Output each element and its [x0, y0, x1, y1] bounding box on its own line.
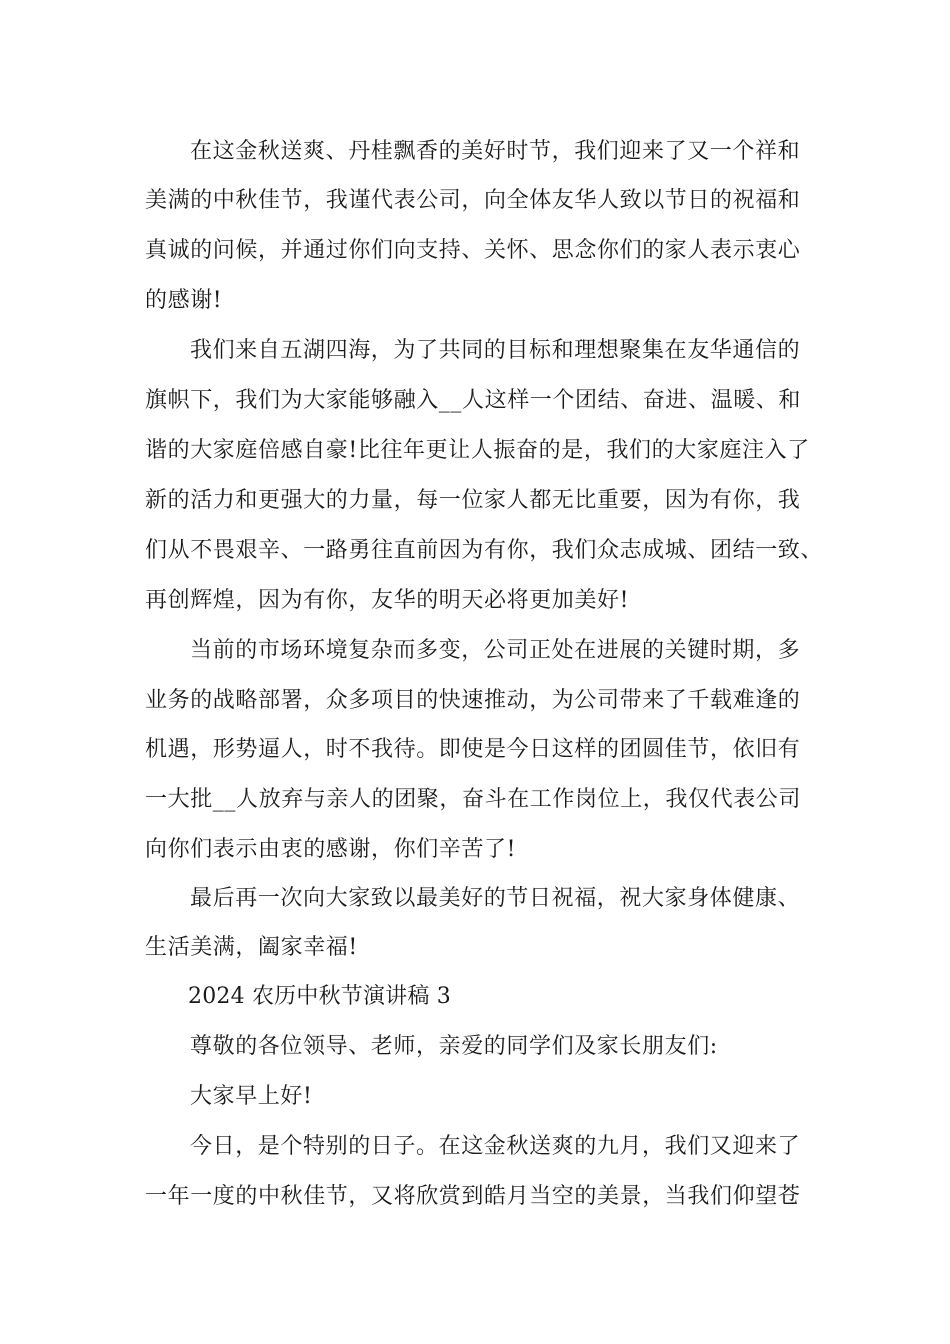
paragraph-2-line-6: 再创辉煌，因为有你，友华的明天必将更加美好! — [145, 588, 630, 613]
paragraph-1-line-3: 真诚的问候，并通过你们向支持、关怀、思念你们的家人表示衷心 — [145, 238, 801, 263]
paragraph-2-line-5: 们从不畏艰辛、一路勇往直前因为有你，我们众志成城、团结一致、 — [145, 538, 824, 563]
paragraph-4-line-2: 生活美满，阖家幸福! — [145, 935, 358, 960]
paragraph-1-line-2: 美满的中秋佳节，我谨代表公司，向全体友华人致以节日的祝福和 — [145, 188, 801, 213]
paragraph-3-line-4: 一大批__人放弃与亲人的团聚，奋斗在工作岗位上，我仅代表公司 — [145, 787, 802, 812]
good-morning-line: 大家早上好! — [190, 1084, 313, 1109]
section-title: 2024 农历中秋节演讲稿 3 — [188, 984, 451, 1009]
paragraph-2-line-4: 新的活力和更强大的力量，每一位家人都无比重要，因为有你，我 — [145, 488, 801, 513]
paragraph-2-line-2: 旗帜下，我们为大家能够融入__人这样一个团结、奋进、温暖、和 — [145, 388, 802, 413]
paragraph-3-line-3: 机遇，形势逼人，时不我待。即使是今日这样的团圆佳节，依旧有 — [145, 737, 801, 762]
paragraph-3-line-5: 向你们表示由衷的感谢，你们辛苦了! — [145, 837, 517, 862]
paragraph-3-line-1: 当前的市场环境复杂而多变，公司正处在进展的关键时期，多 — [190, 638, 801, 663]
paragraph-5-line-2: 一年一度的中秋佳节，又将欣赏到皓月当空的美景，当我们仰望苍 — [145, 1184, 801, 1209]
paragraph-4-line-1: 最后再一次向大家致以最美好的节日祝福，祝大家身体健康、 — [190, 886, 801, 911]
paragraph-3-line-2: 业务的战略部署，众多项目的快速推动，为公司带来了千载难逢的 — [145, 688, 801, 713]
paragraph-1-line-1: 在这金秋送爽、丹桂飘香的美好时节，我们迎来了又一个祥和 — [190, 139, 801, 164]
greeting-line: 尊敬的各位领导、老师，亲爱的同学们及家长朋友们: — [190, 1034, 718, 1059]
paragraph-5-line-1: 今日，是个特别的日子。在这金秋送爽的九月，我们又迎来了 — [190, 1134, 801, 1159]
paragraph-1-line-4: 的感谢! — [145, 288, 223, 313]
paragraph-2-line-3: 谐的大家庭倍感自豪!比往年更让人振奋的是，我们的大家庭注入了 — [145, 438, 810, 463]
paragraph-2-line-1: 我们来自五湖四海，为了共同的目标和理想聚集在友华通信的 — [190, 338, 801, 363]
